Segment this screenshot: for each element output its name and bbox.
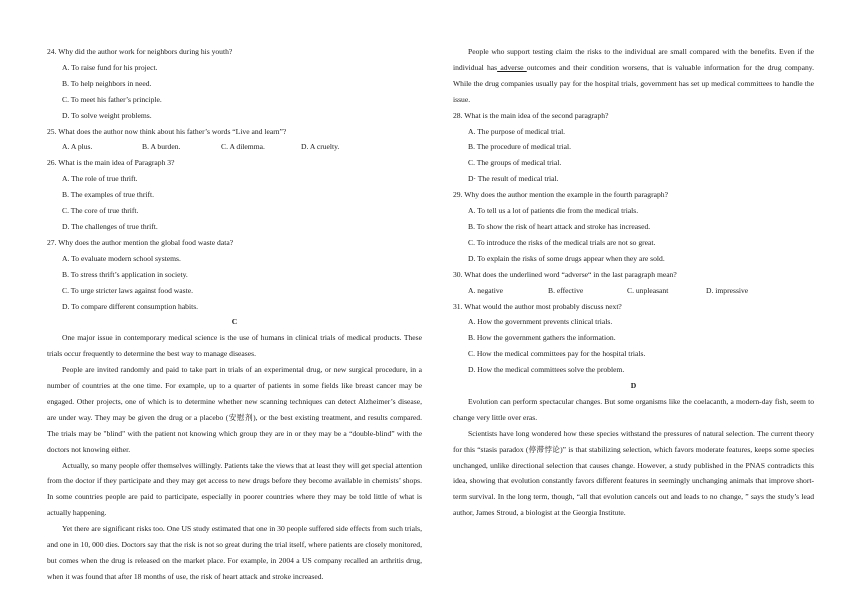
option-28d: D· The result of medical trial. <box>468 174 559 184</box>
section-heading-d: D <box>630 381 637 391</box>
option-27b: B. To stress thrift’s application in society. <box>62 269 188 279</box>
option-29a: A. To tell us a lot of patients die from the medical trials. <box>468 206 639 216</box>
option-25b: B. A burden. <box>142 142 181 152</box>
section-heading-c: C <box>231 317 238 327</box>
option-31a: A. How the government prevents clinical trials. <box>468 317 613 327</box>
option-26c: C. The core of true thrift. <box>62 206 139 216</box>
option-24c: C. To meet his father’s principle. <box>62 94 162 104</box>
option-30d: D. impressive <box>706 285 749 295</box>
option-31d: D. How the medical committees solve the problem. <box>468 365 625 375</box>
option-27c: C. To urge stricter laws against food waste. <box>62 285 193 295</box>
question-25: 25. What does the author now think about his father’s words “Live and learn”? <box>47 126 287 136</box>
option-27a: A. To evaluate modern school systems. <box>62 253 181 263</box>
passage-c-paragraph-5 <box>453 44 814 108</box>
passage-c-paragraph-1: One major issue in contemporary medical science is the use of humans in clinical trials of medical products. These trials occur frequently to determine the best way to manage diseases. <box>47 333 422 359</box>
option-31c: C. How the medical committees pay for the hospital trials. <box>468 349 646 359</box>
paragraph-5-text-end: outcomes and their condition worsens, that is valuable information for the drug company. While the drug companies usually pay for the hospital trials, government has set up medical committees to handle the issue. <box>453 62 814 104</box>
right-column <box>453 44 814 521</box>
option-26a: A. The role of true thrift. <box>62 174 138 184</box>
option-24a: A. To raise fund for his project. <box>62 62 158 72</box>
passage-c-paragraph-2: People are invited randomly and paid to take part in trials of an experimental drug, or new surgical procedure, in a number of countries at the one time. For example, up to a quarter of patients in some fields like breast cancer may be engaged. Other projects, one of which is to determine whether new scanning techniques can detect Alzheimer’s disease, are under way. They may be given the drug or a placebo (安慰剂), or the best existing treatment, and results compared. The trials may be "blind" with the patient not knowing which group they are in or they may be a “double-blind” with the doctors not knowing either. <box>47 365 422 454</box>
passage-c-paragraph-3: Actually, so many people offer themselves willingly. Patients take the views that at least they will get special attention from the doctor if they participate and they may get access to new drugs before they become available in chemists’ shops. In some countries people are paid to participate, especially in poorer countries where they may be told little of what is actually happening. <box>47 460 422 518</box>
option-29d: D. To explain the risks of some drugs appear when they are sold. <box>468 253 665 263</box>
question-24: 24. Why did the author work for neighbors during his youth? <box>47 47 233 56</box>
option-30a: A. negative <box>468 285 504 295</box>
option-29c: C. To introduce the risks of the medical trials are not so great. <box>468 237 656 247</box>
option-25c: C. A dilemma. <box>221 142 265 152</box>
question-28: 28. What is the main idea of the second paragraph? <box>453 110 609 120</box>
question-27: 27. Why does the author mention the global food waste data? <box>47 237 234 247</box>
option-30b: B. effective <box>548 285 584 295</box>
options-30 <box>468 283 814 299</box>
option-28b: B. The procedure of medical trial. <box>468 142 571 152</box>
question-30: 30. What does the underlined word “adverse“ in the last paragraph mean? <box>453 269 677 279</box>
option-29b: B. To show the risk of heart attack and stroke has increased. <box>468 221 651 231</box>
left-column <box>47 44 422 585</box>
option-28a: A. The purpose of medical trial. <box>468 126 566 136</box>
option-27d: D. To compare different consumption habits. <box>62 301 199 311</box>
option-30c: C. unpleasant <box>627 285 669 295</box>
option-26d: D. The challenges of true thrift. <box>62 221 158 231</box>
underlined-word-adverse: adverse <box>497 62 527 72</box>
option-28c: C. The groups of medical trial. <box>468 158 562 168</box>
option-25a: A. A plus. <box>62 142 93 152</box>
options-25 <box>62 139 422 155</box>
passage-d-paragraph-2: Scientists have long wondered how these species withstand the pressures of natural selection. The current theory for this “stasis paradox (停滞悖论)” is that stabilizing selection, which favors moderate features, keeps some species unchanged, unlike directional selection that causes change. However, a study published in the PNAS contradicts this idea, showing that evolution constantly favors different features in seemingly unchanging animals that improve short-term survival. In the long term, though, “all that evolution cancels out and leads to no change, ” says the study’s lead author, James Stroud, a biologist at the Georgia Institute. <box>453 428 814 518</box>
question-29: 29. Why does the author mention the example in the fourth paragraph? <box>453 190 668 200</box>
option-31b: B. How the government gathers the information. <box>468 333 616 343</box>
option-24b: B. To help neighbors in need. <box>62 78 152 88</box>
option-24d: D. To solve weight problems. <box>62 110 152 120</box>
option-26b: B. The examples of true thrift. <box>62 190 155 200</box>
question-26: 26. What is the main idea of Paragraph 3? <box>47 158 175 168</box>
passage-d-paragraph-1: Evolution can perform spectacular changes. But some organisms like the coelacanth, a modern-day fish, seem to change very little over eras. <box>453 396 814 422</box>
paragraph-5-text-start: People who support testing claim the risks to the individual are small compared with the benefits. Even if the individual has <box>453 47 814 72</box>
question-31: 31. What would the author most probably discuss next? <box>453 301 622 311</box>
passage-c-paragraph-4: Yet there are significant risks too. One US study estimated that one in 30 people suffered side effects from such trials, and one in 10, 000 dies. Doctors say that the risk is not so great during the trial itself, where patients are closely monitored, but comes when the drug is released on the market place. For example, in 2004 a US company recalled an arthritis drug, when it was found that after 18 months of use, the risk of heart attack and stroke increased. <box>47 524 422 581</box>
option-25d: D. A cruelty. <box>301 142 340 152</box>
